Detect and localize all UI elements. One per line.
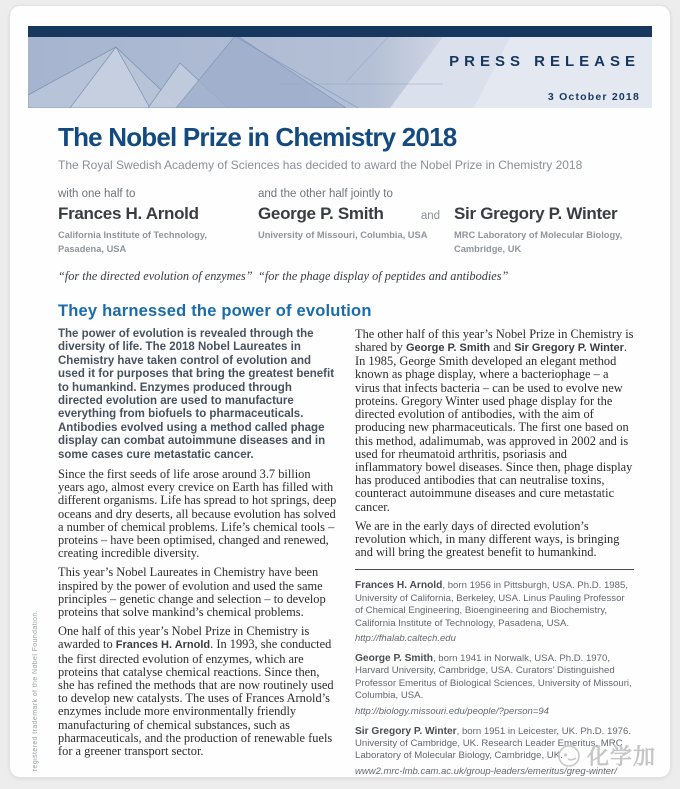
affiliation-smith: University of Missouri, Columbia, USA — [258, 230, 428, 240]
affiliations-row — [58, 229, 634, 257]
page-subtitle: The Royal Swedish Academy of Sciences has decided to award the Nobel Prize in Chemistry 2018 — [58, 158, 583, 172]
inline-bold-arnold: Frances H. Arnold — [115, 639, 211, 652]
left-column — [58, 328, 337, 777]
side-trademark-note: registered trademark of the Nobel Foundation. — [32, 609, 39, 771]
bio-name-smith: George P. Smith — [355, 652, 433, 664]
affiliation-arnold: California Institute of Technology, Pasadena, USA — [58, 230, 207, 254]
body-paragraph-arnold: One half of this year’s Nobel Prize in Chemistry is awarded to Frances H. Arnold. In 1993, she conducted the first directed evolution of enzymes, which are proteins that catalyse chemical reactions. Since then, she has refined the methods that are now routinely used to develop new catalysts. The uses of Frances Arnold’s enzymes include more environmentally friendly manufacturing of chemical substances, such as pharmaceuticals, and the production of renewable fuels for a greener transport sector. — [58, 624, 334, 758]
affiliation-winter: MRC Laboratory of Molecular Biology, Cambridge, UK — [454, 230, 623, 254]
bio-winter: Sir Gregory P. Winter, born 1951 in Leicester, UK. Ph.D. 1976. University of Cambridge, UK. Research Leader Emeritus, MRC Laboratory of Molecular Biology, Cambridge, UK. — [355, 725, 632, 762]
huaxuejia-logo-icon — [556, 743, 582, 769]
body-paragraph-early-days: We are in the early days of directed evolution’s revolution which, in many different ways, is bringing and will bring the greatest benefit to humankind. — [355, 518, 620, 560]
laureate-name-smith: George P. Smith — [258, 204, 384, 223]
lead-paragraph: The power of evolution is revealed through the diversity of life. The 2018 Nobel Laureates in Chemistry have taken control of evolution and used it for purposes that bring the greatest benefit to humankind. Enzymes produced through directed evolution are used to manufacture everything from biofuels to pharmaceuticals. Antibodies evolved using a method called phage display can combat autoimmune diseases and in some cases cure metastatic cancer. — [58, 327, 335, 461]
award-section — [58, 188, 634, 284]
press-release-label: PRESS RELEASE — [449, 53, 640, 70]
bio-smith: George P. Smith, born 1941 in Norwalk, USA. Ph.D. 1970, Harvard University, Cambridge, USA. Curators’ Distinguished Professor Emeritus of Biological Sciences, University of Missouri, Columbia, USA. — [355, 652, 632, 702]
citation-phage-display: “for the phage display of peptides and antibodies” — [258, 268, 509, 283]
huaxuejia-watermark — [556, 740, 656, 771]
bio-name-arnold: Frances H. Arnold — [355, 580, 443, 592]
header-banner — [28, 37, 652, 108]
document-content — [10, 122, 670, 777]
bio-arnold: Frances H. Arnold, born 1956 in Pittsburgh, USA. Ph.D. 1985, University of California, Berkeley, USA. Linus Pauling Professor of Chemical Engineering, Bioengineering and Biochemistry, California Institute of Technology, Pasadena, USA. — [355, 580, 628, 629]
bio-link-arnold[interactable]: http://fhalab.caltech.edu — [355, 632, 456, 644]
laureate-names-row — [58, 204, 634, 224]
body-paragraph-laureates-inspired: This year’s Nobel Laureates in Chemistry have been inspired by the power of evolution and used the same principles – genetic change and selection – to develop proteins that solve mankind’s chemical problems. — [58, 565, 326, 619]
laureate-name-smith-wrap — [258, 204, 454, 224]
page-title: The Nobel Prize in Chemistry 2018 — [58, 122, 457, 152]
intro-left: with one half to — [58, 188, 136, 200]
section-heading: They harnessed the power of evolution — [58, 301, 372, 320]
laureate-name-winter: Sir Gregory P. Winter — [454, 204, 618, 223]
right-column — [355, 328, 634, 777]
body-paragraph-smith-winter: The other half of this year’s Nobel Prize in Chemistry is shared by George P. Smith and Sir Gregory P. Winter. In 1985, George Smith developed an elegant method known as phage display, where a bacteriophage – a virus that infects bacteria – can be used to evolve new proteins. Gregory Winter used phage display for the directed evolution of antibodies, with the aim of producing new pharmaceuticals. The first one based on this method, adalimumab, was approved in 2002 and is used for rheumatoid arthritis, psoriasis and inflammatory bowel diseases. Since then, phage display has produced antibodies that can neutralise toxins, counteract autoimmune diseases and cure metastatic cancer. — [355, 326, 634, 514]
intro-right: and the other half jointly to — [258, 188, 393, 200]
award-intro-row — [58, 188, 634, 200]
release-date: 3 October 2018 — [547, 91, 640, 103]
laureate-name-arnold: Frances H. Arnold — [58, 204, 199, 223]
top-navy-bar — [28, 26, 652, 37]
bio-name-winter: Sir Gregory P. Winter — [355, 725, 457, 737]
and-conjunction: and — [420, 210, 440, 222]
bio-divider — [355, 569, 634, 570]
inline-bold-winter: Sir Gregory P. Winter — [514, 342, 624, 355]
press-release-page — [10, 6, 670, 777]
watermark-text: 化学加 — [586, 744, 656, 769]
inline-bold-smith: George P. Smith — [405, 342, 491, 355]
two-column-body — [58, 328, 634, 777]
body-paragraph-seeds-of-life: Since the first seeds of life arose around 3.7 billion years ago, almost every crevice on Earth has filled with different organisms. Life has spread to hot springs, deep oceans and dry deserts, all because evolution has solved a number of chemical problems. Life’s chemical tools – proteins – have been optimised, changed and renewed, creating incredible diversity. — [58, 466, 337, 561]
bio-link-smith[interactable]: http://biology.missouri.edu/people/?person=94 — [355, 705, 549, 717]
citation-enzymes: “for the directed evolution of enzymes” — [58, 268, 253, 283]
citations-row — [58, 269, 634, 284]
bio-link-winter[interactable]: www2.mrc-lmb.cam.ac.uk/group-leaders/emeritus/greg-winter/ — [355, 765, 617, 777]
